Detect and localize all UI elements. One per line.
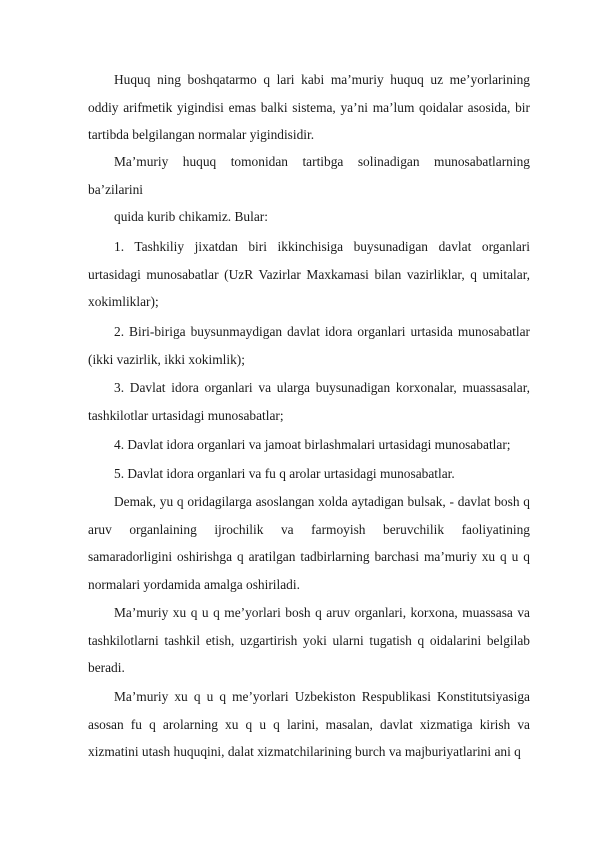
paragraph-6: Ma’muriy xu q u q me’yorlari Uzbekiston Respublikasi Konstitutsiyasiga asosan fu q arolarning xu q u q larini, masalan, davlat xizmatiga kirish va xizmatini utash huquqini, dalat xizmatchilarining burch va majburiyatlarini ani q: [88, 689, 530, 759]
paragraph-4: Demak, yu q oridagilarga asoslangan xolda aytadigan bulsak, - davlat bosh q aruv organlaining ijrochilik va farmoyish beruvchilik faoliyatining samaradorligini oshirishga q aratilgan tadbirlarning barchasi ma’muriy xu q u q normalari yordamida amalga oshiriladi.: [88, 494, 530, 592]
list-item-1: 1. Tashkiliy jixatdan biri ikkinchisiga buysunadigan davlat organlari urtasidagi munosabatlar (UzR Vazirlar Maxkamasi bilan vazirliklar, q umitalar, xokimliklar);: [88, 239, 530, 309]
list-item-5: 5. Davlat idora organlari va fu q arolar urtasidagi munosabatlar.: [114, 466, 455, 481]
list-item-3: 3. Davlat idora organlari va ularga buysunadigan korxonalar, muassasalar, tashkilotlar urtasidagi munosabatlar;: [88, 380, 530, 423]
paragraph-3: quida kurib chikamiz. Bular:: [114, 209, 268, 224]
list-item-2: 2. Biri-biriga buysunmaydigan davlat idora organlari urtasida munosabatlar (ikki vazirlik, ikki xokimlik);: [88, 324, 530, 367]
paragraph-2: Ma’muriy huquq tomonidan tartibga solinadigan munosabatlarning ba’zilarini: [88, 154, 530, 197]
paragraph-5: Ma’muriy xu q u q me’yorlari bosh q aruv organlari, korxona, muassasa va tashkilotlarni tashkil etish, uzgartirish yoki ularni tugatish q oidalarini belgilab beradi.: [88, 605, 530, 675]
list-item-4: 4. Davlat idora organlari va jamoat birlashmalari urtasidagi munosabatlar;: [114, 437, 511, 452]
paragraph-1: Huquq ning boshqatarmo q lari kabi ma’muriy huquq uz me’yorlarining oddiy arifmetik yigindisi emas balki sistema, ya’ni ma’lum qoidalar asosida, bir tartibda belgilangan normalar yigindisidir.: [88, 72, 530, 142]
